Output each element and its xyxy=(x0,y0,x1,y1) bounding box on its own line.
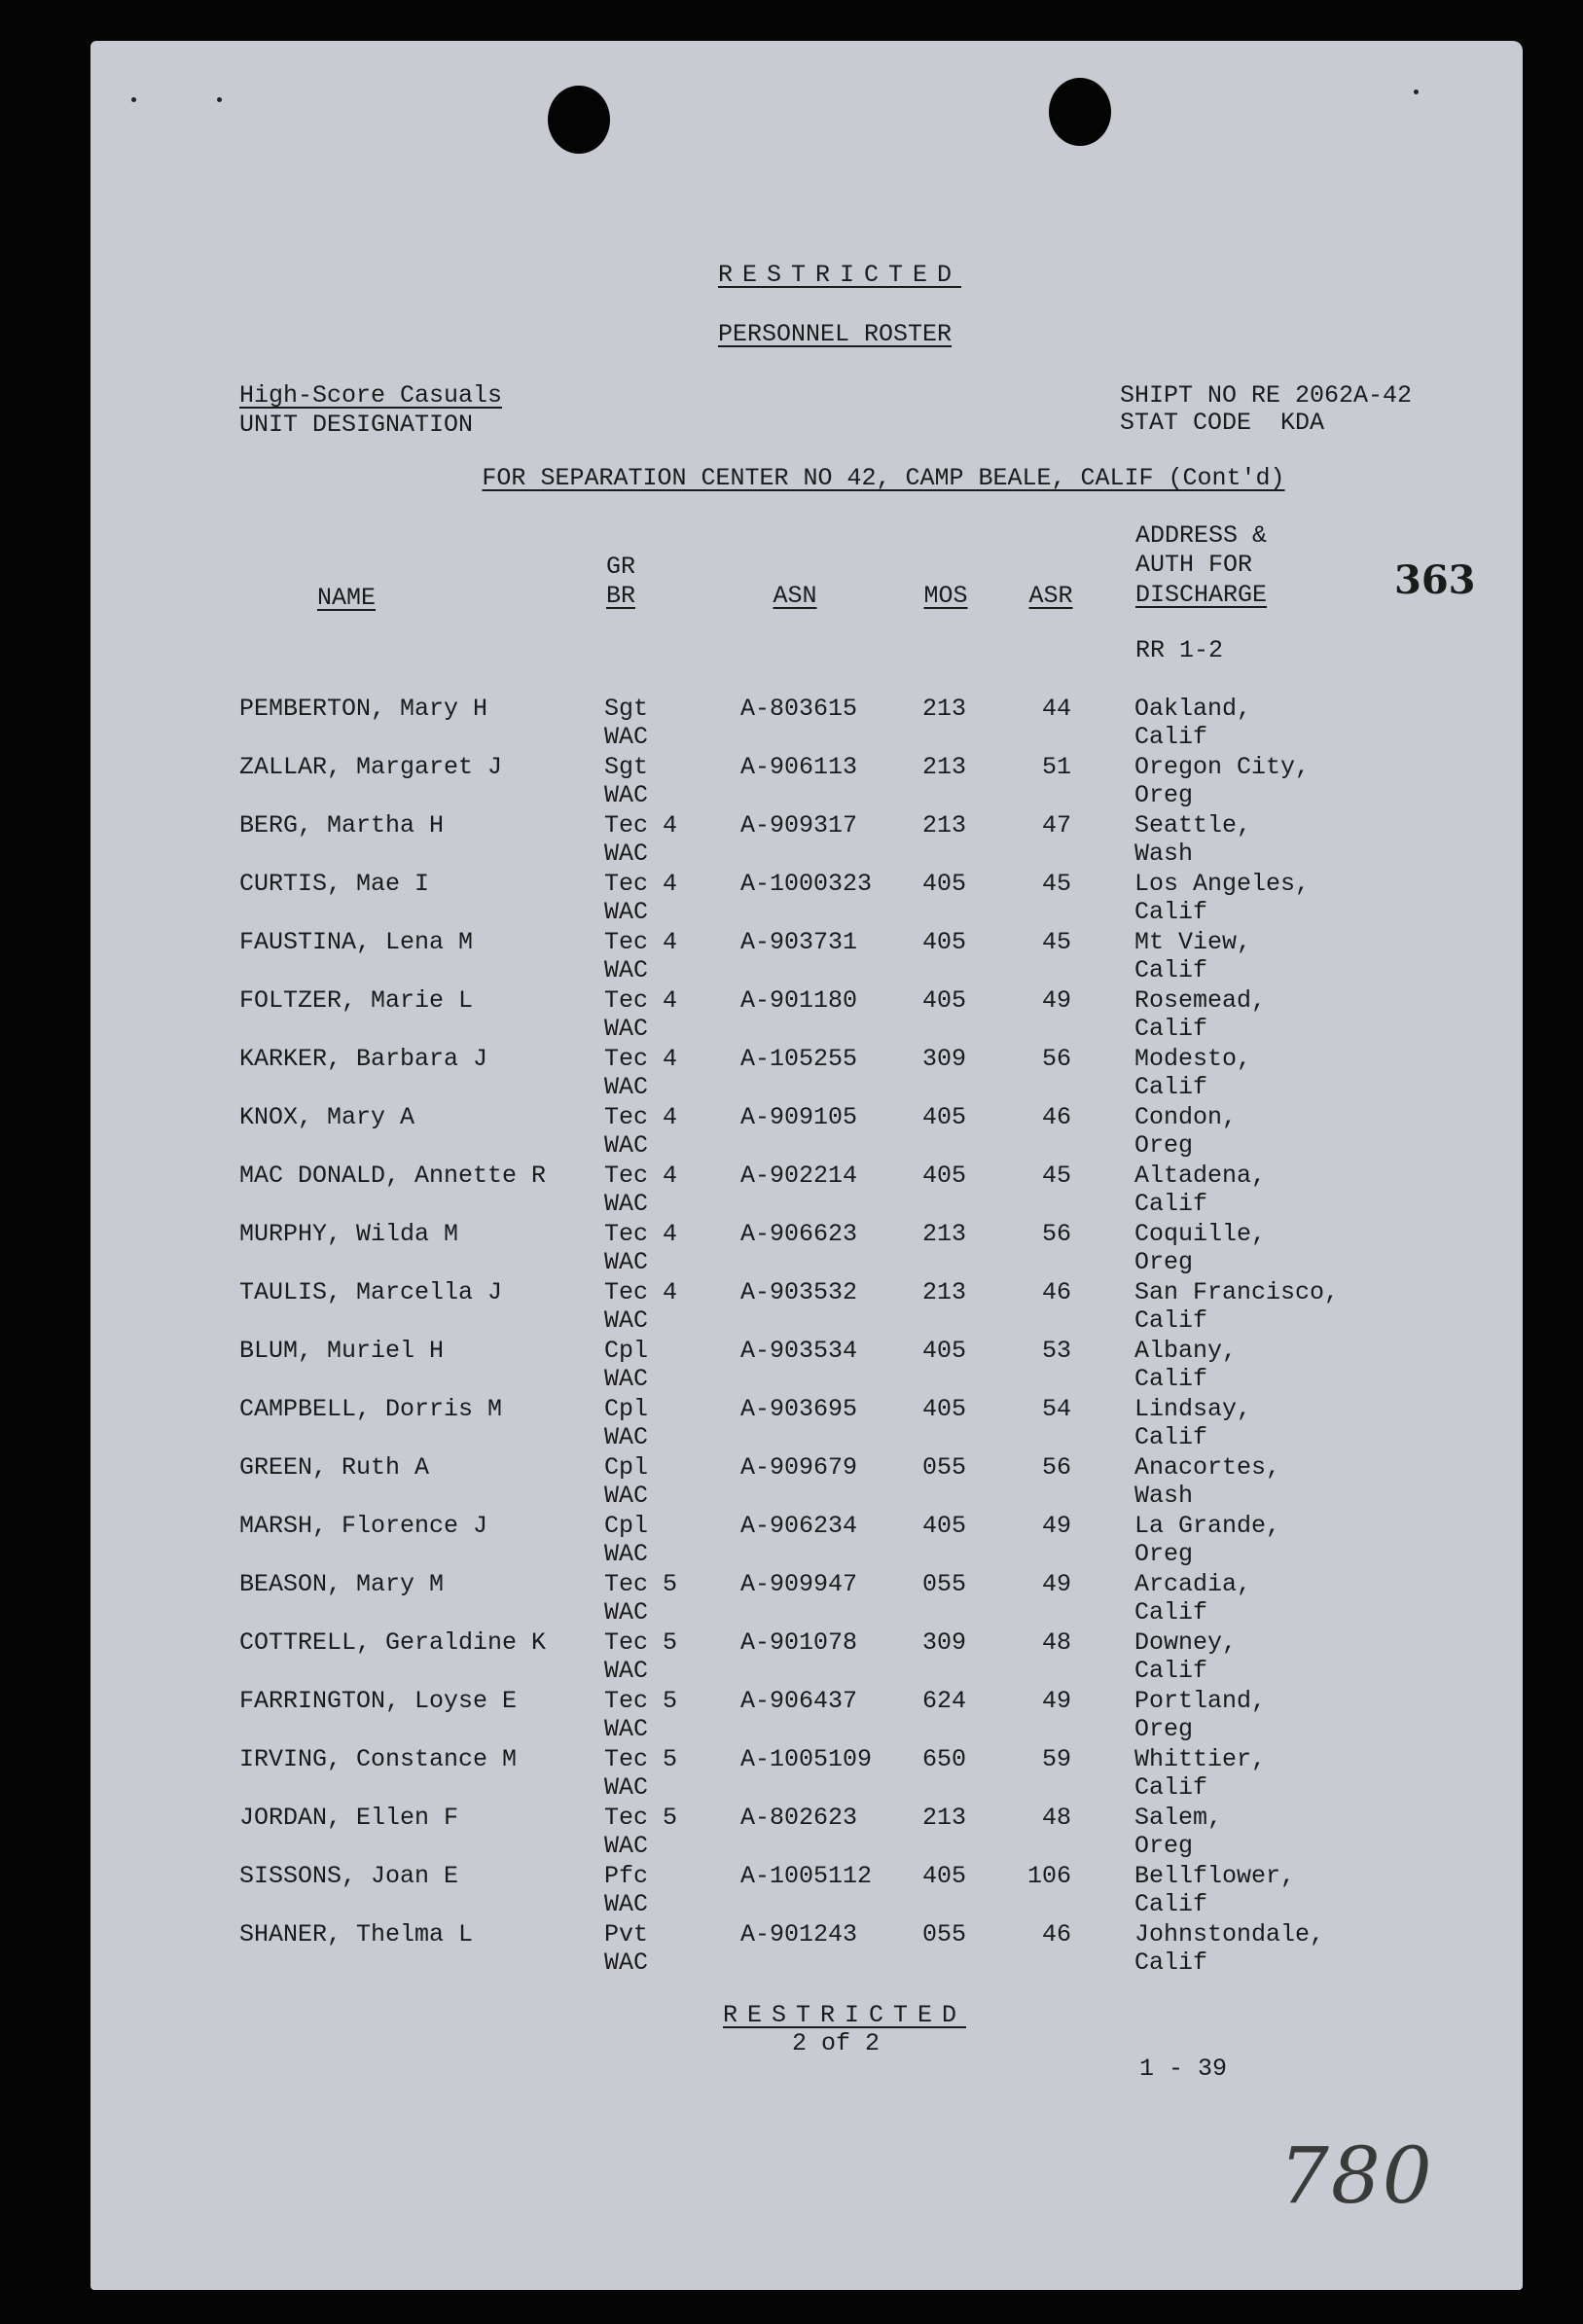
cell-mos: 213 xyxy=(922,695,967,723)
cell-name: GREEN, Ruth A xyxy=(239,1453,430,1482)
punch-hole xyxy=(548,86,610,154)
cell-grade: Tec 5 xyxy=(604,1745,678,1773)
cell-name: CAMPBELL, Dorris M xyxy=(239,1395,503,1423)
cell-mos: 405 xyxy=(922,1512,967,1540)
cell-asn: A-909317 xyxy=(740,811,858,840)
cell-asr: 59 xyxy=(1041,1745,1071,1773)
speck xyxy=(131,97,136,102)
col-address-header-2: AUTH FOR xyxy=(1135,551,1253,579)
cell-branch: WAC xyxy=(604,1306,649,1335)
speck xyxy=(217,97,222,102)
cell-asn: A-906437 xyxy=(740,1687,858,1715)
cell-asn: A-903532 xyxy=(740,1278,858,1306)
cell-asr: 53 xyxy=(1041,1337,1071,1365)
page-of: 2 of 2 xyxy=(791,2029,881,2057)
cell-grade: Tec 5 xyxy=(604,1570,678,1598)
cell-branch: WAC xyxy=(604,1715,649,1743)
cell-mos: 405 xyxy=(922,1337,967,1365)
col-branch-header: BR xyxy=(605,582,636,610)
cell-branch: WAC xyxy=(604,1657,649,1685)
classification-bottom: RESTRICTED xyxy=(722,2001,967,2029)
cell-mos: 213 xyxy=(922,1220,967,1248)
cell-state: Calif xyxy=(1134,1598,1208,1627)
cell-state: Calif xyxy=(1134,1773,1208,1802)
cell-branch: WAC xyxy=(604,1073,649,1101)
cell-asr: 54 xyxy=(1041,1395,1071,1423)
cell-asr: 49 xyxy=(1041,986,1071,1015)
cell-city: Coquille, xyxy=(1134,1220,1267,1248)
table-row xyxy=(90,870,1523,928)
cell-mos: 213 xyxy=(922,753,967,781)
cell-city: San Francisco, xyxy=(1134,1278,1340,1306)
cell-city: Modesto, xyxy=(1134,1045,1252,1073)
cell-asn: A-902214 xyxy=(740,1162,858,1190)
table-row xyxy=(90,1862,1523,1920)
table-row xyxy=(90,1045,1523,1103)
cell-mos: 405 xyxy=(922,986,967,1015)
cell-branch: WAC xyxy=(604,1832,649,1860)
cell-name: JORDAN, Ellen F xyxy=(239,1804,459,1832)
cell-asr: 49 xyxy=(1041,1687,1071,1715)
cell-name: IRVING, Constance M xyxy=(239,1745,518,1773)
cell-state: Oreg xyxy=(1134,1248,1194,1276)
cell-city: Altadena, xyxy=(1134,1162,1267,1190)
col-name-header: NAME xyxy=(316,584,377,612)
cell-city: Lindsay, xyxy=(1134,1395,1252,1423)
cell-asn: A-909679 xyxy=(740,1453,858,1482)
cell-city: Oakland, xyxy=(1134,695,1252,723)
cell-asr: 47 xyxy=(1041,811,1071,840)
cell-asr: 45 xyxy=(1041,1162,1071,1190)
cell-branch: WAC xyxy=(604,723,649,751)
cell-mos: 650 xyxy=(922,1745,967,1773)
table-row xyxy=(90,1687,1523,1745)
shipment-number: SHIPT NO RE 2062A-42 xyxy=(1120,381,1413,410)
cell-branch: WAC xyxy=(604,1131,649,1160)
cell-state: Oreg xyxy=(1134,1832,1194,1860)
destination-line: FOR SEPARATION CENTER NO 42, CAMP BEALE, CALIF (Cont'd) xyxy=(482,464,1285,492)
cell-state: Calif xyxy=(1134,1365,1208,1393)
cell-asr: 49 xyxy=(1041,1512,1071,1540)
table-row xyxy=(90,1103,1523,1162)
cell-state: Oreg xyxy=(1134,1540,1194,1568)
cell-mos: 405 xyxy=(922,1162,967,1190)
cell-city: Anacortes, xyxy=(1134,1453,1281,1482)
cell-asn: A-1005112 xyxy=(740,1862,873,1890)
cell-city: Albany, xyxy=(1134,1337,1238,1365)
cell-asr: 45 xyxy=(1041,870,1071,898)
cell-name: MAC DONALD, Annette R xyxy=(239,1162,547,1190)
cell-mos: 405 xyxy=(922,1862,967,1890)
cell-mos: 055 xyxy=(922,1920,967,1949)
cell-asn: A-901243 xyxy=(740,1920,858,1949)
table-row xyxy=(90,1453,1523,1512)
cell-asr: 56 xyxy=(1041,1045,1071,1073)
table-row xyxy=(90,1745,1523,1804)
cell-asr: 46 xyxy=(1041,1920,1071,1949)
cell-city: Downey, xyxy=(1134,1628,1238,1657)
cell-name: BLUM, Muriel H xyxy=(239,1337,445,1365)
cell-state: Calif xyxy=(1134,1949,1208,1977)
table-row xyxy=(90,1920,1523,1979)
cell-name: KNOX, Mary A xyxy=(239,1103,415,1131)
col-asr-header: ASR xyxy=(1028,582,1073,610)
cell-mos: 055 xyxy=(922,1570,967,1598)
cell-city: Mt View, xyxy=(1134,928,1252,956)
table-row xyxy=(90,928,1523,986)
cell-grade: Cpl xyxy=(604,1337,649,1365)
cell-asn: A-903534 xyxy=(740,1337,858,1365)
speck xyxy=(1414,89,1419,94)
cell-asr: 49 xyxy=(1041,1570,1071,1598)
cell-city: Johnstondale, xyxy=(1134,1920,1325,1949)
cell-name: SISSONS, Joan E xyxy=(239,1862,459,1890)
cell-city: Los Angeles, xyxy=(1134,870,1311,898)
unit-name: High-Score Casuals xyxy=(239,381,503,410)
cell-state: Calif xyxy=(1134,1423,1208,1451)
cell-city: Bellflower, xyxy=(1134,1862,1296,1890)
cell-mos: 213 xyxy=(922,1278,967,1306)
table-row xyxy=(90,1395,1523,1453)
cell-state: Oreg xyxy=(1134,1715,1194,1743)
table-row xyxy=(90,986,1523,1045)
cell-asn: A-1000323 xyxy=(740,870,873,898)
stat-code: STAT CODE KDA xyxy=(1120,409,1325,437)
cell-asr: 46 xyxy=(1041,1278,1071,1306)
cell-state: Wash xyxy=(1134,840,1194,868)
cell-name: SHANER, Thelma L xyxy=(239,1920,474,1949)
cell-asr: 56 xyxy=(1041,1220,1071,1248)
roster-range: 1 - 39 xyxy=(1139,2055,1228,2083)
cell-state: Calif xyxy=(1134,1890,1208,1918)
cell-state: Wash xyxy=(1134,1482,1194,1510)
cell-asr: 106 xyxy=(1026,1862,1071,1890)
cell-branch: WAC xyxy=(604,1890,649,1918)
cell-state: Calif xyxy=(1134,723,1208,751)
table-row xyxy=(90,1570,1523,1628)
col-asn-header: ASN xyxy=(773,582,817,610)
cell-name: COTTRELL, Geraldine K xyxy=(239,1628,547,1657)
table-row xyxy=(90,1804,1523,1862)
cell-mos: 624 xyxy=(922,1687,967,1715)
cell-asn: A-909105 xyxy=(740,1103,858,1131)
cell-state: Calif xyxy=(1134,1190,1208,1218)
cell-grade: Sgt xyxy=(604,695,649,723)
classification-top: RESTRICTED xyxy=(717,261,962,289)
cell-city: La Grande, xyxy=(1134,1512,1281,1540)
cell-name: ZALLAR, Margaret J xyxy=(239,753,503,781)
cell-asn: A-901180 xyxy=(740,986,858,1015)
cell-asn: A-906623 xyxy=(740,1220,858,1248)
cell-branch: WAC xyxy=(604,1949,649,1977)
cell-city: Seattle, xyxy=(1134,811,1252,840)
cell-asr: 46 xyxy=(1041,1103,1071,1131)
cell-mos: 213 xyxy=(922,1804,967,1832)
table-row xyxy=(90,1337,1523,1395)
table-row xyxy=(90,1162,1523,1220)
cell-name: KARKER, Barbara J xyxy=(239,1045,488,1073)
cell-branch: WAC xyxy=(604,898,649,926)
cell-state: Calif xyxy=(1134,898,1208,926)
cell-mos: 055 xyxy=(922,1453,967,1482)
cell-asr: 48 xyxy=(1041,1804,1071,1832)
cell-name: BERG, Martha H xyxy=(239,811,445,840)
cell-grade: Sgt xyxy=(604,753,649,781)
cell-branch: WAC xyxy=(604,1482,649,1510)
unit-label: UNIT DESIGNATION xyxy=(239,411,474,439)
document-page xyxy=(90,41,1523,2290)
cell-grade: Tec 4 xyxy=(604,928,678,956)
cell-branch: WAC xyxy=(604,1015,649,1043)
cell-name: CURTIS, Mae I xyxy=(239,870,430,898)
cell-grade: Cpl xyxy=(604,1453,649,1482)
col-mos-header: MOS xyxy=(923,582,968,610)
cell-mos: 405 xyxy=(922,928,967,956)
cell-branch: WAC xyxy=(604,1365,649,1393)
cell-branch: WAC xyxy=(604,1423,649,1451)
cell-name: TAULIS, Marcella J xyxy=(239,1278,503,1306)
table-row xyxy=(90,695,1523,753)
discharge-authority: RR 1-2 xyxy=(1135,636,1224,664)
cell-asn: A-105255 xyxy=(740,1045,858,1073)
cell-branch: WAC xyxy=(604,1773,649,1802)
cell-grade: Tec 4 xyxy=(604,1045,678,1073)
cell-state: Calif xyxy=(1134,1015,1208,1043)
cell-state: Calif xyxy=(1134,956,1208,984)
cell-grade: Cpl xyxy=(604,1512,649,1540)
table-row xyxy=(90,1220,1523,1278)
cell-city: Portland, xyxy=(1134,1687,1267,1715)
cell-name: FARRINGTON, Loyse E xyxy=(239,1687,518,1715)
table-row xyxy=(90,1628,1523,1687)
cell-grade: Tec 4 xyxy=(604,811,678,840)
cell-grade: Pfc xyxy=(604,1862,649,1890)
cell-grade: Tec 4 xyxy=(604,1103,678,1131)
document-title: PERSONNEL ROSTER xyxy=(717,320,953,348)
cell-name: MARSH, Florence J xyxy=(239,1512,488,1540)
col-address-header-1: ADDRESS & xyxy=(1135,521,1268,550)
cell-asn: A-906113 xyxy=(740,753,858,781)
table-row xyxy=(90,811,1523,870)
cell-asn: A-903731 xyxy=(740,928,858,956)
cell-grade: Tec 4 xyxy=(604,1220,678,1248)
cell-branch: WAC xyxy=(604,1598,649,1627)
cell-branch: WAC xyxy=(604,1190,649,1218)
cell-state: Calif xyxy=(1134,1306,1208,1335)
cell-state: Calif xyxy=(1134,1657,1208,1685)
cell-asn: A-909947 xyxy=(740,1570,858,1598)
cell-grade: Tec 4 xyxy=(604,1278,678,1306)
cell-branch: WAC xyxy=(604,840,649,868)
cell-asr: 48 xyxy=(1041,1628,1071,1657)
cell-grade: Pvt xyxy=(604,1920,649,1949)
cell-name: FAUSTINA, Lena M xyxy=(239,928,474,956)
punch-hole xyxy=(1049,78,1111,146)
cell-asr: 56 xyxy=(1041,1453,1071,1482)
page-stamp: 363 xyxy=(1394,557,1476,603)
cell-state: Oreg xyxy=(1134,781,1194,809)
cell-city: Condon, xyxy=(1134,1103,1238,1131)
cell-grade: Tec 4 xyxy=(604,870,678,898)
cell-asn: A-903695 xyxy=(740,1395,858,1423)
cell-state: Calif xyxy=(1134,1073,1208,1101)
col-address-header-3: DISCHARGE xyxy=(1135,581,1268,609)
cell-name: BEASON, Mary M xyxy=(239,1570,445,1598)
cell-mos: 309 xyxy=(922,1628,967,1657)
table-row xyxy=(90,753,1523,811)
cell-asn: A-802623 xyxy=(740,1804,858,1832)
cell-city: Rosemead, xyxy=(1134,986,1267,1015)
table-row xyxy=(90,1512,1523,1570)
cell-grade: Tec 5 xyxy=(604,1628,678,1657)
cell-mos: 213 xyxy=(922,811,967,840)
cell-asr: 44 xyxy=(1041,695,1071,723)
cell-asn: A-906234 xyxy=(740,1512,858,1540)
cell-name: MURPHY, Wilda M xyxy=(239,1220,459,1248)
cell-name: PEMBERTON, Mary H xyxy=(239,695,488,723)
cell-asn: A-803615 xyxy=(740,695,858,723)
cell-grade: Tec 4 xyxy=(604,1162,678,1190)
cell-mos: 405 xyxy=(922,1103,967,1131)
cell-city: Whittier, xyxy=(1134,1745,1267,1773)
col-grade-header: GR xyxy=(605,553,636,581)
cell-branch: WAC xyxy=(604,956,649,984)
cell-branch: WAC xyxy=(604,1248,649,1276)
cell-asr: 51 xyxy=(1041,753,1071,781)
cell-asr: 45 xyxy=(1041,928,1071,956)
cell-city: Arcadia, xyxy=(1134,1570,1252,1598)
cell-asn: A-901078 xyxy=(740,1628,858,1657)
cell-mos: 405 xyxy=(922,1395,967,1423)
cell-city: Salem, xyxy=(1134,1804,1223,1832)
cell-state: Oreg xyxy=(1134,1131,1194,1160)
cell-branch: WAC xyxy=(604,781,649,809)
cell-city: Oregon City, xyxy=(1134,753,1311,781)
cell-grade: Tec 5 xyxy=(604,1804,678,1832)
table-row xyxy=(90,1278,1523,1337)
cell-branch: WAC xyxy=(604,1540,649,1568)
cell-grade: Cpl xyxy=(604,1395,649,1423)
cell-asn: A-1005109 xyxy=(740,1745,873,1773)
cell-name: FOLTZER, Marie L xyxy=(239,986,474,1015)
cell-grade: Tec 4 xyxy=(604,986,678,1015)
cell-mos: 405 xyxy=(922,870,967,898)
cell-mos: 309 xyxy=(922,1045,967,1073)
cell-grade: Tec 5 xyxy=(604,1687,678,1715)
handwritten-number: 780 xyxy=(1279,2130,1434,2221)
